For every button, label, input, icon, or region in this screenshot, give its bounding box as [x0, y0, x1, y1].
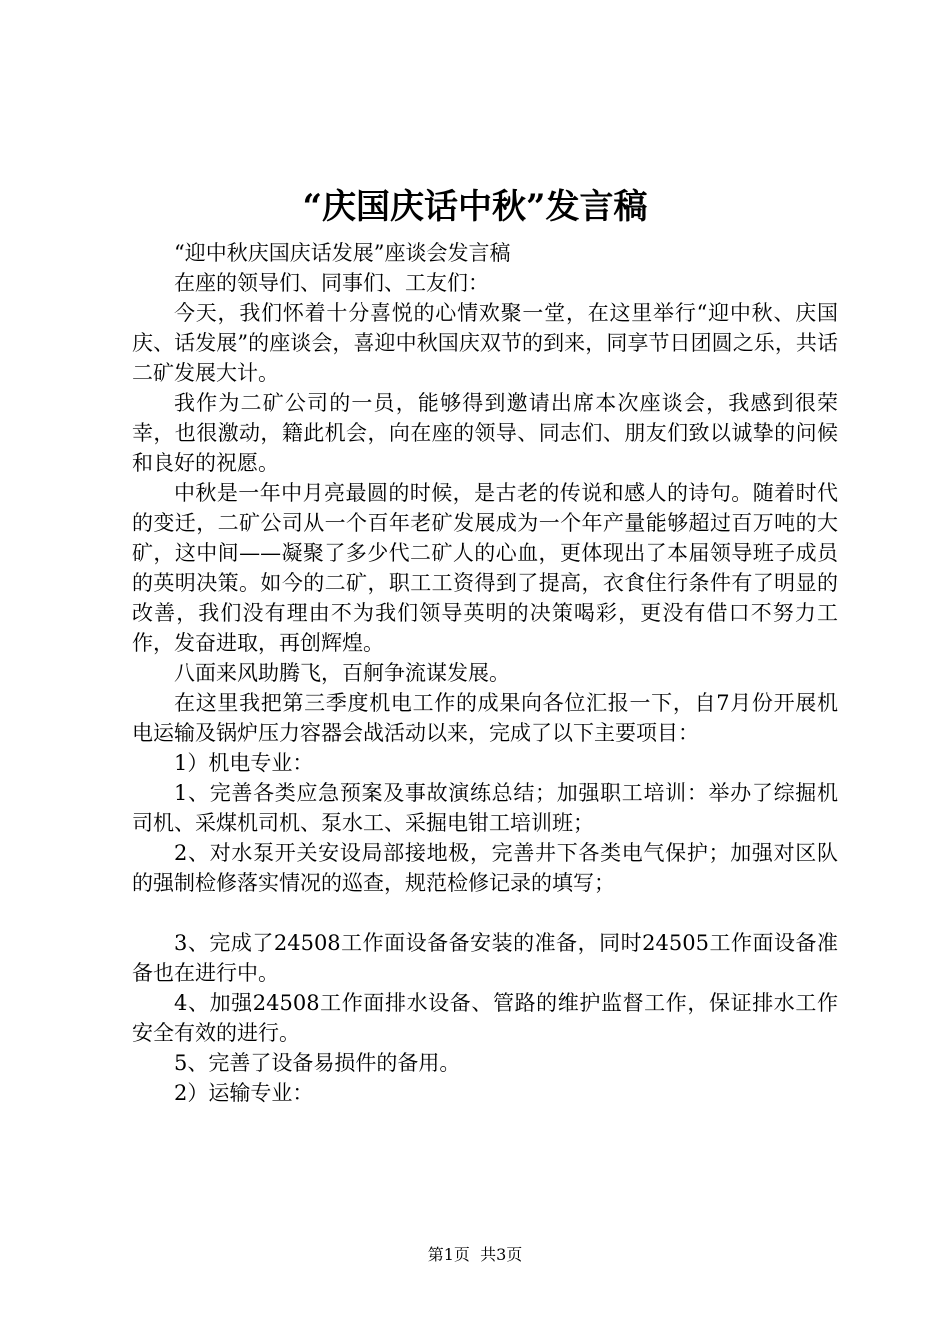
paragraph: 在这里我把第三季度机电工作的成果向各位汇报一下，自7月份开展机电运输及锅炉压力容器会战活动以来，完成了以下主要项目： [132, 691, 838, 745]
list-item: 2、对水泵开关安设局部接地极，完善井下各类电气保护；加强对区队的强制检修落实情况的巡查，规范检修记录的填写； [132, 841, 838, 895]
list-item: 1、完善各类应急预案及事故演练总结；加强职工培训：举办了综掘机司机、采煤机司机、泵水工、采掘电钳工培训班； [132, 781, 838, 835]
section-heading: 1）机电专业： [174, 751, 314, 775]
section-heading: 2）运输专业： [174, 1081, 314, 1105]
document-body [132, 238, 838, 1108]
paragraph-subtitle: “迎中秋庆国庆话发展”座谈会发言稿 [174, 241, 511, 265]
page-total: 共3页 [480, 1245, 523, 1264]
paragraph: 今天，我们怀着十分喜悦的心情欢聚一堂，在这里举行“迎中秋、庆国庆、话发展”的座谈会，喜迎中秋国庆双节的到来，同享节日团圆之乐，共话二矿发展大计。 [132, 301, 838, 385]
paragraph: 八面来风助腾飞，百舸争流谋发展。 [174, 661, 510, 685]
list-item: 3、完成了24508工作面设备备安装的准备，同时24505工作面设备准备也在进行中。 [132, 931, 838, 985]
paragraph-salutation: 在座的领导们、同事们、工友们： [174, 271, 489, 295]
footer-separator [470, 1245, 480, 1264]
paragraph: 我作为二矿公司的一员，能够得到邀请出席本次座谈会，我感到很荣幸，也很激动，籍此机会，向在座的领导、同志们、朋友们致以诚挚的问候和良好的祝愿。 [132, 391, 838, 475]
document-title: “庆国庆话中秋”发言稿 [302, 187, 648, 227]
list-item: 4、加强24508工作面排水设备、管路的维护监督工作，保证排水工作安全有效的进行。 [132, 991, 838, 1045]
page-number: 第1页 [427, 1245, 470, 1264]
page-footer [0, 1243, 950, 1267]
list-item: 5、完善了设备易损件的备用。 [174, 1051, 461, 1075]
paragraph: 中秋是一年中月亮最圆的时候，是古老的传说和感人的诗句。随着时代的变迁，二矿公司从一个百年老矿发展成为一个年产量能够超过百万吨的大矿，这中间——凝聚了多少代二矿人的心血，更体现出了本届领导班子成员的英明决策。如今的二矿，职工工资得到了提高，衣食住行条件有了明显的改善，我们没有理由不为我们领导英明的决策喝彩，更没有借口不努力工作，发奋进取，再创辉煌。 [132, 481, 838, 655]
